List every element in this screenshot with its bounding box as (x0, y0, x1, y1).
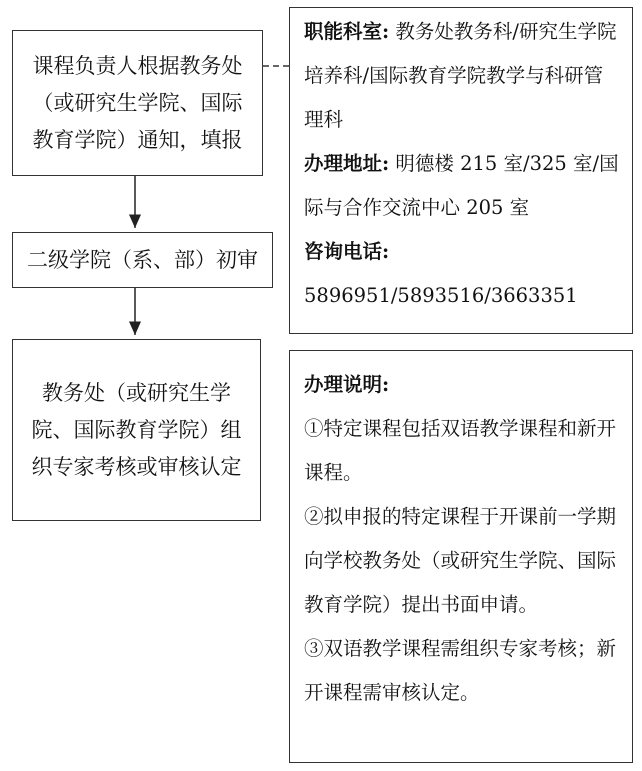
contact-dept-label: 职能科室 (304, 20, 383, 43)
notes-item-3: ③双语教学课程需组织专家考核；新开课程需审核认定。 (304, 637, 617, 704)
flow-step-preliminary-review-text: 二级学院（系、部）初审 (27, 247, 258, 272)
contact-info-box (289, 7, 633, 334)
flow-step-expert-review (12, 339, 261, 521)
contact-phone-value: 5896951/5893516/3663351 (304, 284, 578, 307)
contact-address-label: 办理地址 (304, 152, 383, 175)
flow-step-preliminary-review (12, 232, 273, 288)
contact-phone-label: 咨询电话 (304, 240, 383, 263)
notes-item-1: ①特定课程包括双语教学课程和新开课程。 (304, 417, 617, 484)
notes-title-text: 办理说明 (304, 373, 383, 396)
contact-address: 办理地址: 明德楼 215 室/325 室/国际与合作交流中心 205 室 (304, 152, 619, 219)
flow-step-expert-review-text: 教务处（或研究生学院、国际教育学院）组织专家考核或审核认定 (31, 380, 242, 479)
contact-address-value: 明德楼 215 室/325 室/国际与合作交流中心 205 室 (304, 152, 619, 219)
notes-title: 办理说明: (304, 373, 390, 396)
flow-step-submit-text: 课程负责人根据教务处（或研究生学院、国际教育学院）通知，填报 (32, 53, 243, 152)
contact-dept-value: 教务处教务科/研究生学院培养科/国际教育学院教学与科研管理科 (304, 20, 617, 131)
notes-box (289, 350, 633, 763)
notes-item-2: ②拟申报的特定课程于开课前一学期向学校教务处（或研究生学院、国际教育学院）提出书面申请。 (304, 505, 617, 616)
contact-dept: 职能科室: 教务处教务科/研究生学院培养科/国际教育学院教学与科研管理科 (304, 20, 617, 131)
contact-phone: 咨询电话: (304, 240, 390, 263)
flow-step-submit (12, 30, 263, 176)
